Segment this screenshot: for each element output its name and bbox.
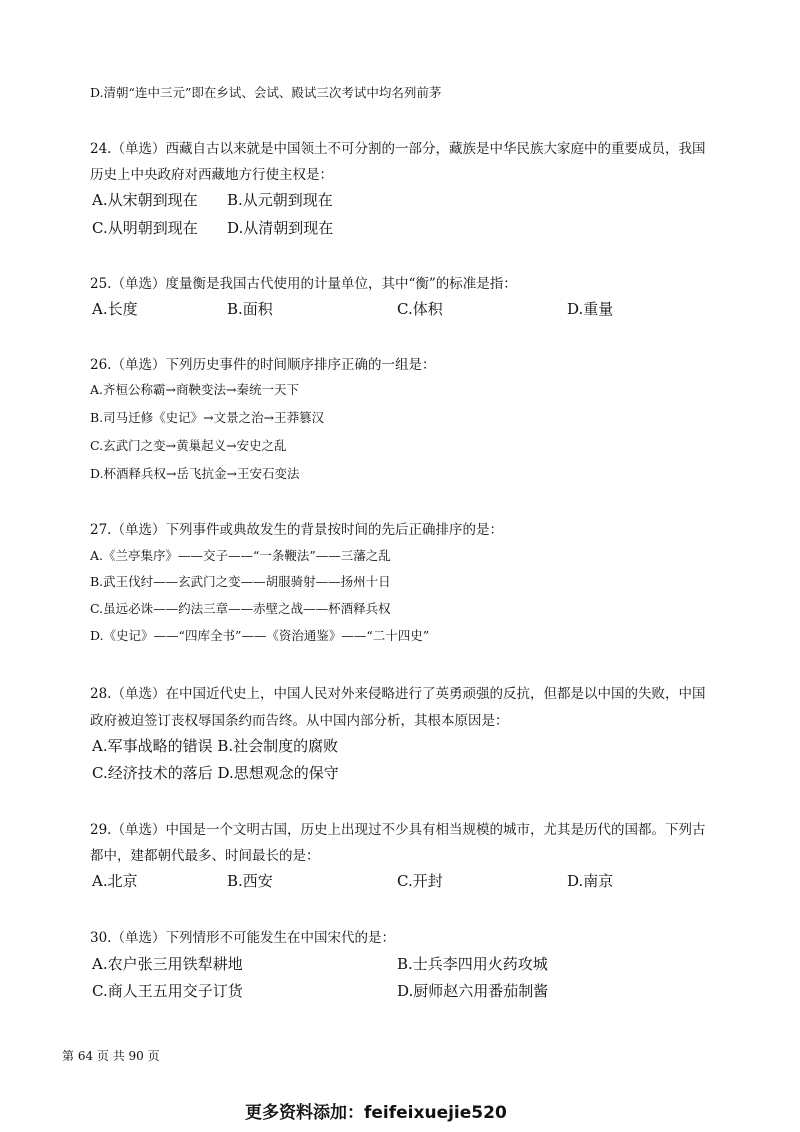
question-27-option-d: D.《史记》——“四库全书”——《资治通鉴》——“二十四史” bbox=[90, 628, 430, 643]
question-26-option-d: D.杯酒释兵权→岳飞抗金→王安石变法 bbox=[90, 466, 300, 481]
question-29-option-d: D.南京 bbox=[567, 872, 614, 890]
question-28-options-line-2: C.经济技术的落后 D.思想观念的保守 bbox=[92, 764, 339, 782]
question-26-stem: 26.（单选）下列历史事件的时间顺序排序正确的一组是： bbox=[90, 357, 436, 373]
question-24-option-b: B.从元朝到现在 bbox=[227, 191, 333, 209]
question-26-option-b: B.司马迁修《史记》→文景之治→王莽篡汉 bbox=[90, 410, 325, 425]
question-24-option-a: A.从宋朝到现在 bbox=[92, 191, 198, 209]
question-25-stem: 25.（单选）度量衡是我国古代使用的计量单位，其中“衡”的标准是指： bbox=[90, 276, 517, 292]
contact-info: 更多资料添加：feifeixuejie520 bbox=[245, 1103, 507, 1123]
question-29-stem-line-2: 都中，建都朝代最多、时间最长的是： bbox=[90, 848, 320, 864]
question-24-option-c: C.从明朝到现在 bbox=[92, 219, 198, 237]
question-28-stem-line-1: 28.（单选）在中国近代史上，中国人民对外来侵略进行了英勇顽强的反抗，但都是以中国的失败，中国 bbox=[90, 686, 706, 702]
question-29-option-b: B.西安 bbox=[227, 872, 273, 890]
question-27-option-b: B.武王伐纣——玄武门之变——胡服骑射——扬州十日 bbox=[90, 574, 391, 589]
question-27-option-c: C.虽远必诛——约法三章——赤壁之战——杯酒释兵权 bbox=[90, 601, 391, 616]
question-26-option-c: C.玄武门之变→黄巢起义→安史之乱 bbox=[90, 438, 287, 453]
question-24-stem-line-1: 24.（单选）西藏自古以来就是中国领土不可分割的一部分，藏族是中华民族大家庭中的重要成员，我国 bbox=[90, 141, 706, 157]
question-30-option-d: D.厨师赵六用番茄制酱 bbox=[397, 982, 549, 1000]
question-25-option-a: A.长度 bbox=[92, 300, 138, 318]
question-29-stem-line-1: 29.（单选）中国是一个文明古国，历史上出现过不少具有相当规模的城市，尤其是历代的国都。下列古 bbox=[90, 822, 706, 838]
question-25-option-c: C.体积 bbox=[397, 300, 443, 318]
question-28-stem-line-2: 政府被迫签订丧权辱国条约而告终。从中国内部分析，其根本原因是： bbox=[90, 713, 509, 729]
question-29-option-c: C.开封 bbox=[397, 872, 443, 890]
question-25-option-b: B.面积 bbox=[227, 300, 273, 318]
question-30-option-a: A.农户张三用铁犁耕地 bbox=[92, 955, 243, 973]
question-24-stem-line-2: 历史上中央政府对西藏地方行使主权是： bbox=[90, 167, 333, 183]
previous-option-d: D.清朝“连中三元”即在乡试、会试、殿试三次考试中均名列前茅 bbox=[90, 85, 442, 100]
question-27-stem: 27.（单选）下列事件或典故发生的背景按时间的先后正确排序的是： bbox=[90, 522, 503, 538]
question-30-option-c: C.商人王五用交子订货 bbox=[92, 982, 243, 1000]
question-30-option-b: B.士兵李四用火药攻城 bbox=[397, 955, 548, 973]
question-25-option-d: D.重量 bbox=[567, 300, 614, 318]
question-26-option-a: A.齐桓公称霸→商鞅变法→秦统一天下 bbox=[90, 382, 299, 397]
question-29-option-a: A.北京 bbox=[92, 872, 138, 890]
page-number: 第 64 页 共 90 页 bbox=[62, 1049, 160, 1063]
question-24-option-d: D.从清朝到现在 bbox=[227, 219, 334, 237]
question-30-stem: 30.（单选）下列情形不可能发生在中国宋代的是： bbox=[90, 930, 395, 946]
question-27-option-a: A.《兰亭集序》——交子——“一条鞭法”——三藩之乱 bbox=[90, 548, 391, 563]
question-28-options-line-1: A.军事战略的错误 B.社会制度的腐败 bbox=[92, 737, 339, 755]
